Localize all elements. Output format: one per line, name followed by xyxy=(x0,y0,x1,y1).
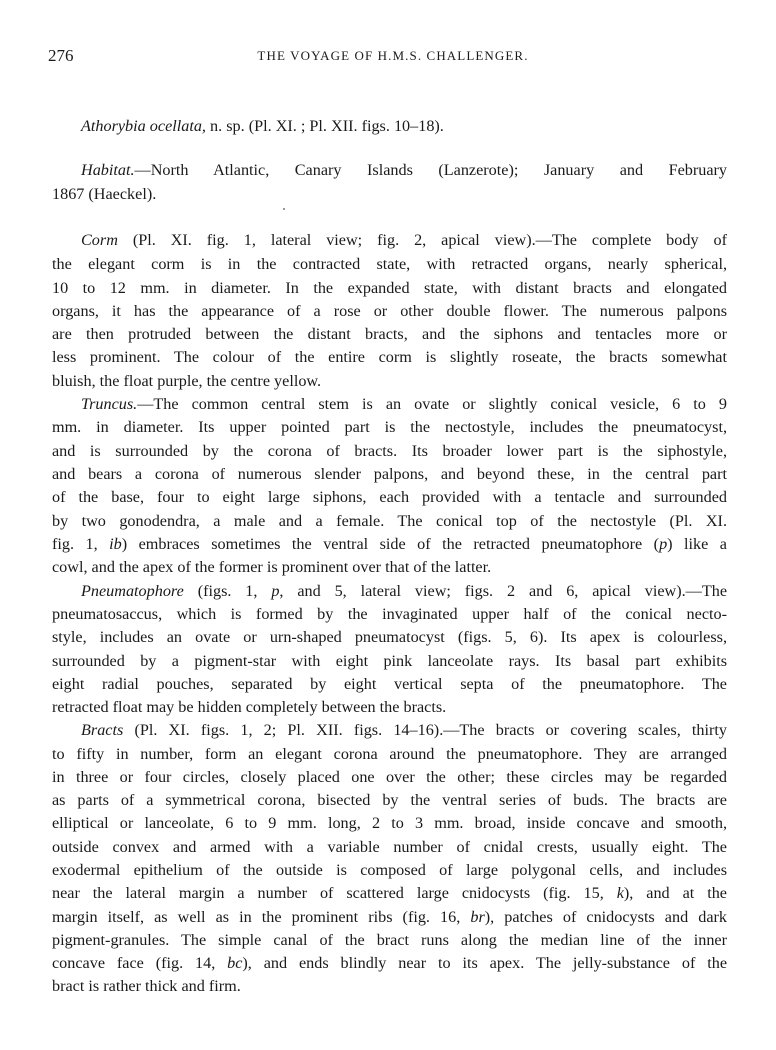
corm-line-1: Corm (Pl. XI. fig. 1, lateral view; fig. 2, apical view).—The complete body of xyxy=(81,231,727,249)
species-plates: n. sp. (Pl. XI. ; Pl. XII. figs. 10–18). xyxy=(205,117,444,135)
bracts-line: near the lateral margin a number of scattered large cnidocysts (fig. 15, k), and at the xyxy=(52,884,727,902)
bracts-line: outside convex and armed with a variable number of cnidal crests, usually eight. The xyxy=(52,838,727,856)
running-title: THE VOYAGE OF H.M.S. CHALLENGER. xyxy=(257,48,529,63)
truncus-line-last: cowl, and the apex of the former is prominent over that of the latter. xyxy=(52,558,492,576)
bracts-line-last: bract is rather thick and firm. xyxy=(52,977,241,995)
truncus-label: Truncus. xyxy=(81,395,138,413)
habitat-line-1: Habitat.—North Atlantic, Canary Islands (Lanzerote); January and February xyxy=(81,161,727,179)
species-heading xyxy=(81,115,444,137)
corm-line: less prominent. The colour of the entire corm is slightly roseate, the bracts somewhat xyxy=(52,348,727,366)
pneumatophore-line: style, includes an ovate or urn-shaped pneumatocyst (figs. 5, 6). Its apex is colourless, xyxy=(52,628,727,646)
truncus-line: and is surrounded by the corona of bracts. Its broader lower part is the siphostyle, xyxy=(52,442,727,460)
page-header xyxy=(48,46,738,70)
pneumatophore-line-1: Pneumatophore (figs. 1, p, and 5, lateral view; figs. 2 and 6, apical view).—The xyxy=(81,582,727,600)
bracts-line: as parts of a symmetrical corona, bisected by the ventral series of buds. The bracts are xyxy=(52,791,727,809)
bracts-label: Bracts xyxy=(81,721,124,739)
truncus-line: of the base, four to eight large siphons, each provided with a tentacle and surrounded xyxy=(52,488,727,506)
bracts-line: margin itself, as well as in the prominent ribs (fig. 16, br), patches of cnidocysts and dark xyxy=(52,908,727,926)
species-name: Athorybia ocellata, xyxy=(81,117,206,135)
bracts-line-1: Bracts (Pl. XI. figs. 1, 2; Pl. XII. figs. 14–16).—The bracts or covering scales, thirty xyxy=(81,721,727,739)
truncus-line: by two gonodendra, a male and a female. The conical top of the nectostyle (Pl. XI. xyxy=(52,512,727,530)
corm-line: are then protruded between the distant bracts, and the siphons and tentacles more or xyxy=(52,325,727,343)
pneumatophore-label: Pneumatophore xyxy=(81,582,184,600)
corm-line: organs, it has the appearance of a rose or other double flower. The numerous palpons xyxy=(52,302,727,320)
habitat-label: Habitat. xyxy=(81,161,135,179)
bracts-line: elliptical or lanceolate, 6 to 9 mm. long, 2 to 3 mm. broad, inside concave and smooth, xyxy=(52,814,727,832)
bracts-line: to fifty in number, form an elegant corona around the pneumatophore. They are arranged xyxy=(52,745,727,763)
pneumatophore-line: surrounded by a pigment-star with eight pink lanceolate rays. Its basal part exhibits xyxy=(52,652,727,670)
truncus-line-1: Truncus.—The common central stem is an ovate or slightly conical vesicle, 6 to 9 xyxy=(81,395,727,413)
truncus-line: and bears a corona of numerous slender palpons, and beyond these, in the central part xyxy=(52,465,727,483)
truncus-fig-line: fig. 1, ib) embraces sometimes the ventral side of the retracted pneumatophore (p) like a xyxy=(52,535,727,553)
bracts-line: exodermal epithelium of the outside is composed of large polygonal cells, and includes xyxy=(52,861,727,879)
corm-line: the elegant corm is in the contracted state, with retracted organs, nearly spherical, xyxy=(52,255,727,273)
bracts-line: pigment-granules. The simple canal of the bract runs along the median line of the inner xyxy=(52,931,727,949)
corm-line: 10 to 12 mm. in diameter. In the expanded state, with distant bracts and elongated xyxy=(52,279,727,297)
pneumatophore-line-last: retracted float may be hidden completely between the bracts. xyxy=(52,698,447,716)
corm-label: Corm xyxy=(81,231,118,249)
habitat-line-2: 1867 (Haeckel). xyxy=(52,185,157,203)
bracts-line: concave face (fig. 14, bc), and ends blindly near to its apex. The jelly-substance of the xyxy=(52,954,728,972)
pneumatophore-line: pneumatosaccus, which is formed by the invaginated upper half of the conical necto- xyxy=(52,605,727,623)
print-speck xyxy=(283,208,285,210)
truncus-line: mm. in diameter. Its upper pointed part is the nectostyle, includes the pneumatocyst, xyxy=(52,418,727,436)
pneumatophore-line: eight radial pouches, separated by eight vertical septa of the pneumatophore. The xyxy=(52,675,727,693)
bracts-line: in three or four circles, closely placed one over the other; these circles may be regarded xyxy=(52,768,727,786)
page-number: 276 xyxy=(48,46,74,65)
corm-line-last: bluish, the float purple, the centre yellow. xyxy=(52,372,322,390)
